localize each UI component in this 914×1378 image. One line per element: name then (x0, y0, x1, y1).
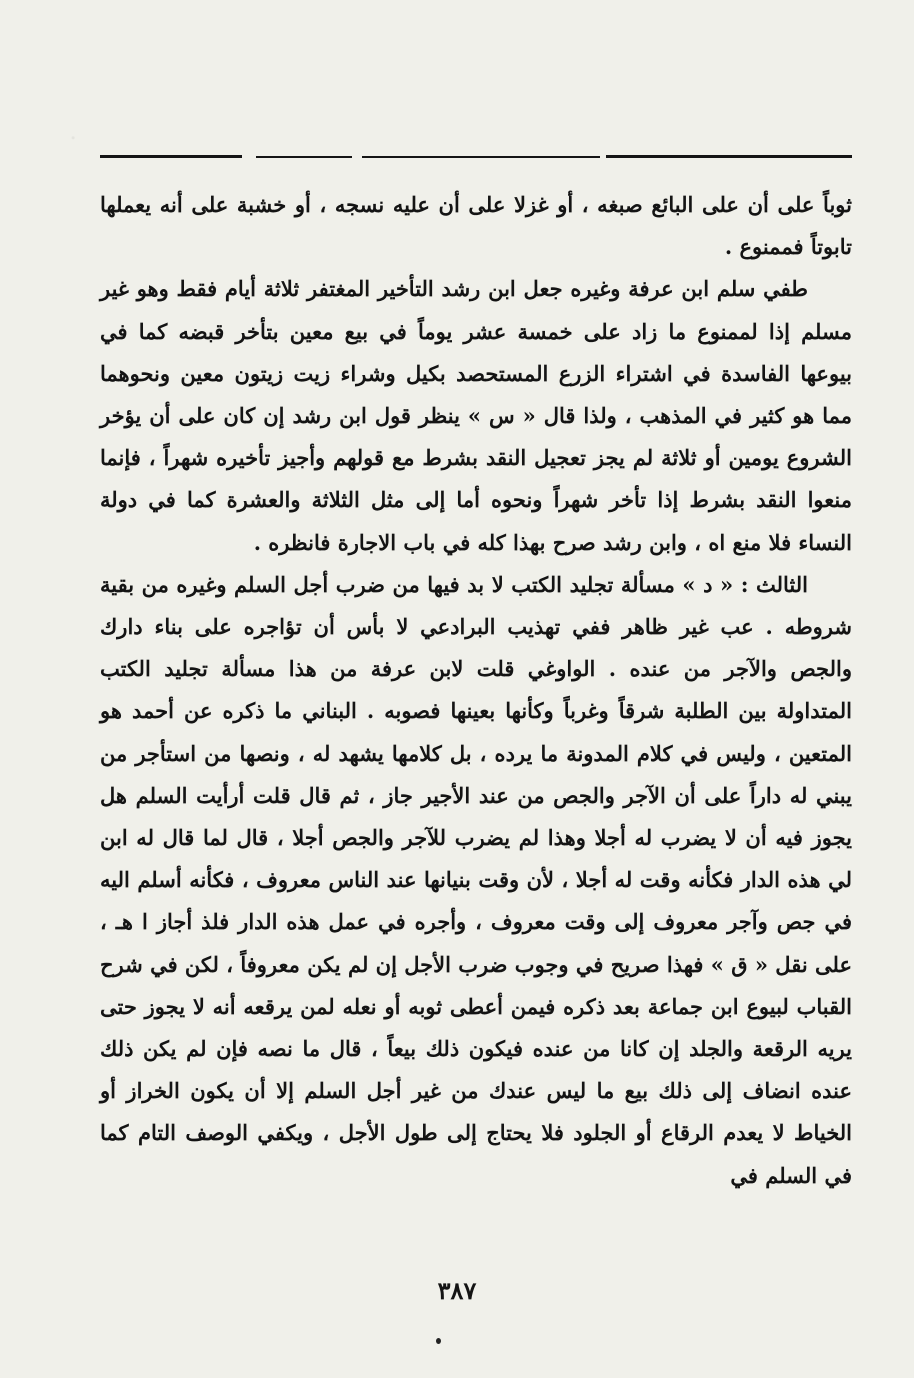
page-number: ٣٨٧ (437, 1276, 477, 1305)
paragraph-third: الثالث : « د » مسألة تجليد الكتب لا بد فيها من ضرب أجل السلم وغيره من بقية شروطه . عب غير ظاهر ففي تهذيب البرادعي لا بأس أن تؤاجره على بناء دارك والجص والآجر من عنده . الواوغي قلت لابن عرفة من هذا مسألة تجليد الكتب المتداولة بين الطلبة شرقاً وغرباً وكأنها بعينها فصوبه . البناني ما ذكره عن أحمد هو المتعين ، وليس في كلام المدونة ما يرده ، بل كلامها يشهد له ، ونصها من استأجر من يبني له داراً على أن الآجر والجص من عند الأجير جاز ، ثم قال قلت أرأيت السلم هل يجوز فيه أن لا يضرب له أجلا وهذا لم يضرب للآجر والجص أجلا ، قال لما قال له ابن لي هذه الدار فكأنه وقت له أجلا ، لأن وقت بنيانها عند الناس معروف ، فكأنه أسلم اليه في جص وآجر معروف إلى وقت معروف ، وأجره في عمل هذه الدار فلذ أجاز ا هـ ، على نقل « ق » فهذا صريح في وجوب ضرب الأجل إن لم يكن معروفاً ، لكن في شرح القباب لبيوع ابن جماعة بعد ذكره فيمن أعطى ثوبه أو نعله لمن يرقعه أنه لا يجوز حتى يريه الرقعة والجلد إن كانا من عنده فيكون ذلك بيعاً ، قال ما نصه فإن لم يكن ذلك عنده انضاف إلى ذلك بيع ما ليس عندك من غير أجل السلم إلا أن يكون الخراز أو الخياط لا يعدم الرقاع أو الجلود فلا يحتاج إلى طول الأجل ، ويكفي الوصف التام كما في السلم في (100, 571, 852, 1188)
header-rule-segment (256, 156, 352, 158)
paragraph-note: طفي سلم ابن عرفة وغيره جعل ابن رشد التأخير المغتفر ثلاثة أيام فقط وهو غير مسلم إذا لممنوع ما زاد على خمسة عشر يوماً في بيع معين بتأخر قبضه كما في بيوعها الفاسدة في اشتراء الزرع المستحصد بكيل وشراء زيت زيتون معين ونحوهما مما هو كثير في المذهب ، ولذا قال « س » ينظر قول ابن رشد إن كان على أن يؤخر الشروع يومين أو ثلاثة لم يجز تعجيل النقد بشرط مع قولهم وأجيز تأخيره شهراً ، فإنما منعوا النقد بشرط إذا تأخر شهراً ونحوه أما إلى مثل الثلاثة والعشرة كما في دولة النساء فلا منع اه ، وابن رشد صرح بهذا كله في باب الاجارة فانظره . (100, 276, 852, 555)
header-rule-segment (606, 155, 852, 158)
header-rule-segment (362, 156, 600, 158)
ink-dot (436, 1338, 441, 1344)
paragraph-continuation: ثوباً على أن على البائع صبغه ، أو غزلا على أن عليه نسجه ، أو خشبة على أنه يعملها تابوتاً فممنوع . (100, 192, 852, 260)
header-rule (100, 152, 852, 162)
body-text (100, 184, 852, 1197)
header-rule-segment (100, 155, 242, 158)
